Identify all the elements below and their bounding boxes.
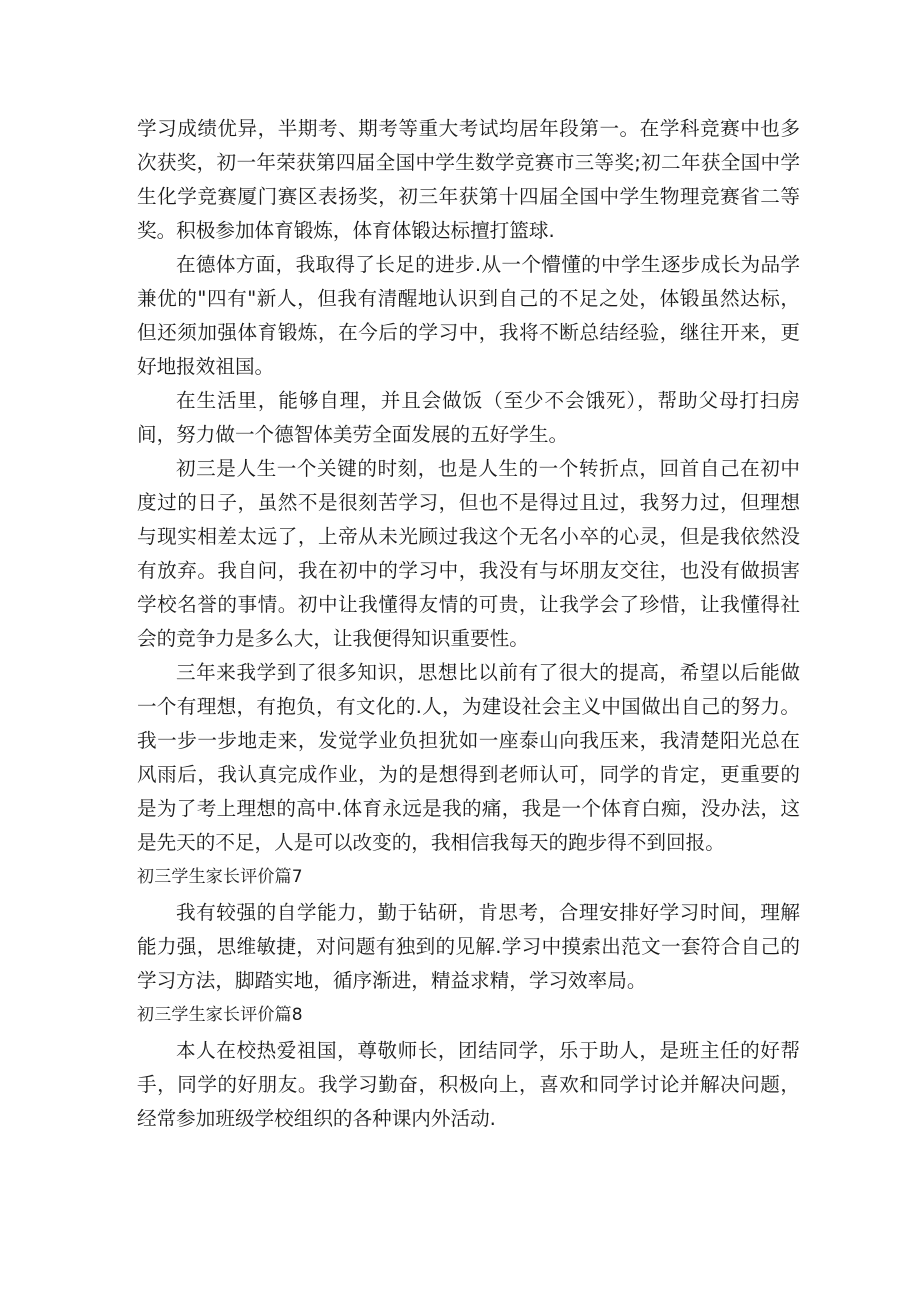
paragraph-three-years: 三年来我学到了很多知识，思想比以前有了很大的提高，希望以后能做一个有理想，有抱负，有文化的.人，为建设社会主义中国做出自己的努力。我一步一步地走来，发觉学业负担犹如一座泰山向我压来，我清楚阳光总在风雨后，我认真完成作业，为的是想得到老师认可，同学的肯定，更重要的是为了考上理想的高中.体育永远是我的痛，我是一个体育白痴，没办法，这是先天的不足，人是可以改变的，我相信我每天的跑步得不到回报。 xyxy=(137,661,800,854)
section-heading-8: 初三学生家长评价篇8 xyxy=(137,1005,303,1025)
paragraph-moral-physical: 在德体方面，我取得了长足的进步.从一个懵懂的中学生逐步成长为品学兼优的"四有"新人，但我有清醒地认识到自己的不足之处，体锻虽然达标，但还须加强体育锻炼，在今后的学习中，我将不断总结经验，继往开来，更好地报效祖国。 xyxy=(137,253,800,378)
paragraph-school-life: 本人在校热爱祖国，尊敬师长，团结同学，乐于助人，是班主任的好帮手，同学的好朋友。我学习勤奋，积极向上，喜欢和同学讨论并解决问题，经常参加班级学校组织的各种课内外活动. xyxy=(137,1039,800,1130)
paragraph-self-study: 我有较强的自学能力，勤于钻研，肯思考，合理安排好学习时间，理解能力强，思维敏捷，对问题有独到的见解.学习中摸索出范文一套符合自己的学习方法，脚踏实地，循序渐进，精益求精，学习效率局。 xyxy=(137,901,800,992)
paragraph-academic-achievements: 学习成绩优异，半期考、期考等重大考试均居年段第一。在学科竞赛中也多次获奖，初一年荣获第四届全国中学生数学竞赛市三等奖;初二年获全国中学生化学竞赛厦门赛区表扬奖，初三年获第十四届全国中学生物理竞赛省二等奖。积极参加体育锻炼，体育体锻达标擅打篮球. xyxy=(137,117,800,242)
document-page xyxy=(137,112,800,1136)
paragraph-daily-life: 在生活里，能够自理，并且会做饭（至少不会饿死），帮助父母打扫房间，努力做一个德智体美劳全面发展的五好学生。 xyxy=(137,389,800,446)
section-heading-7: 初三学生家长评价篇7 xyxy=(137,867,303,887)
paragraph-junior-three: 初三是人生一个关键的时刻，也是人生的一个转折点，回首自己在初中度过的日子，虽然不是很刻苦学习，但也不是得过且过，我努力过，但理想与现实相差太远了，上帝从未光顾过我这个无名小卒的心灵，但是我依然没有放弃。我自问，我在初中的学习中，我没有与坏朋友交往，也没有做损害学校名誉的事情。初中让我懂得友情的可贵，让我学会了珍惜，让我懂得社会的竞争力是多么大，让我便得知识重要性。 xyxy=(137,457,800,650)
